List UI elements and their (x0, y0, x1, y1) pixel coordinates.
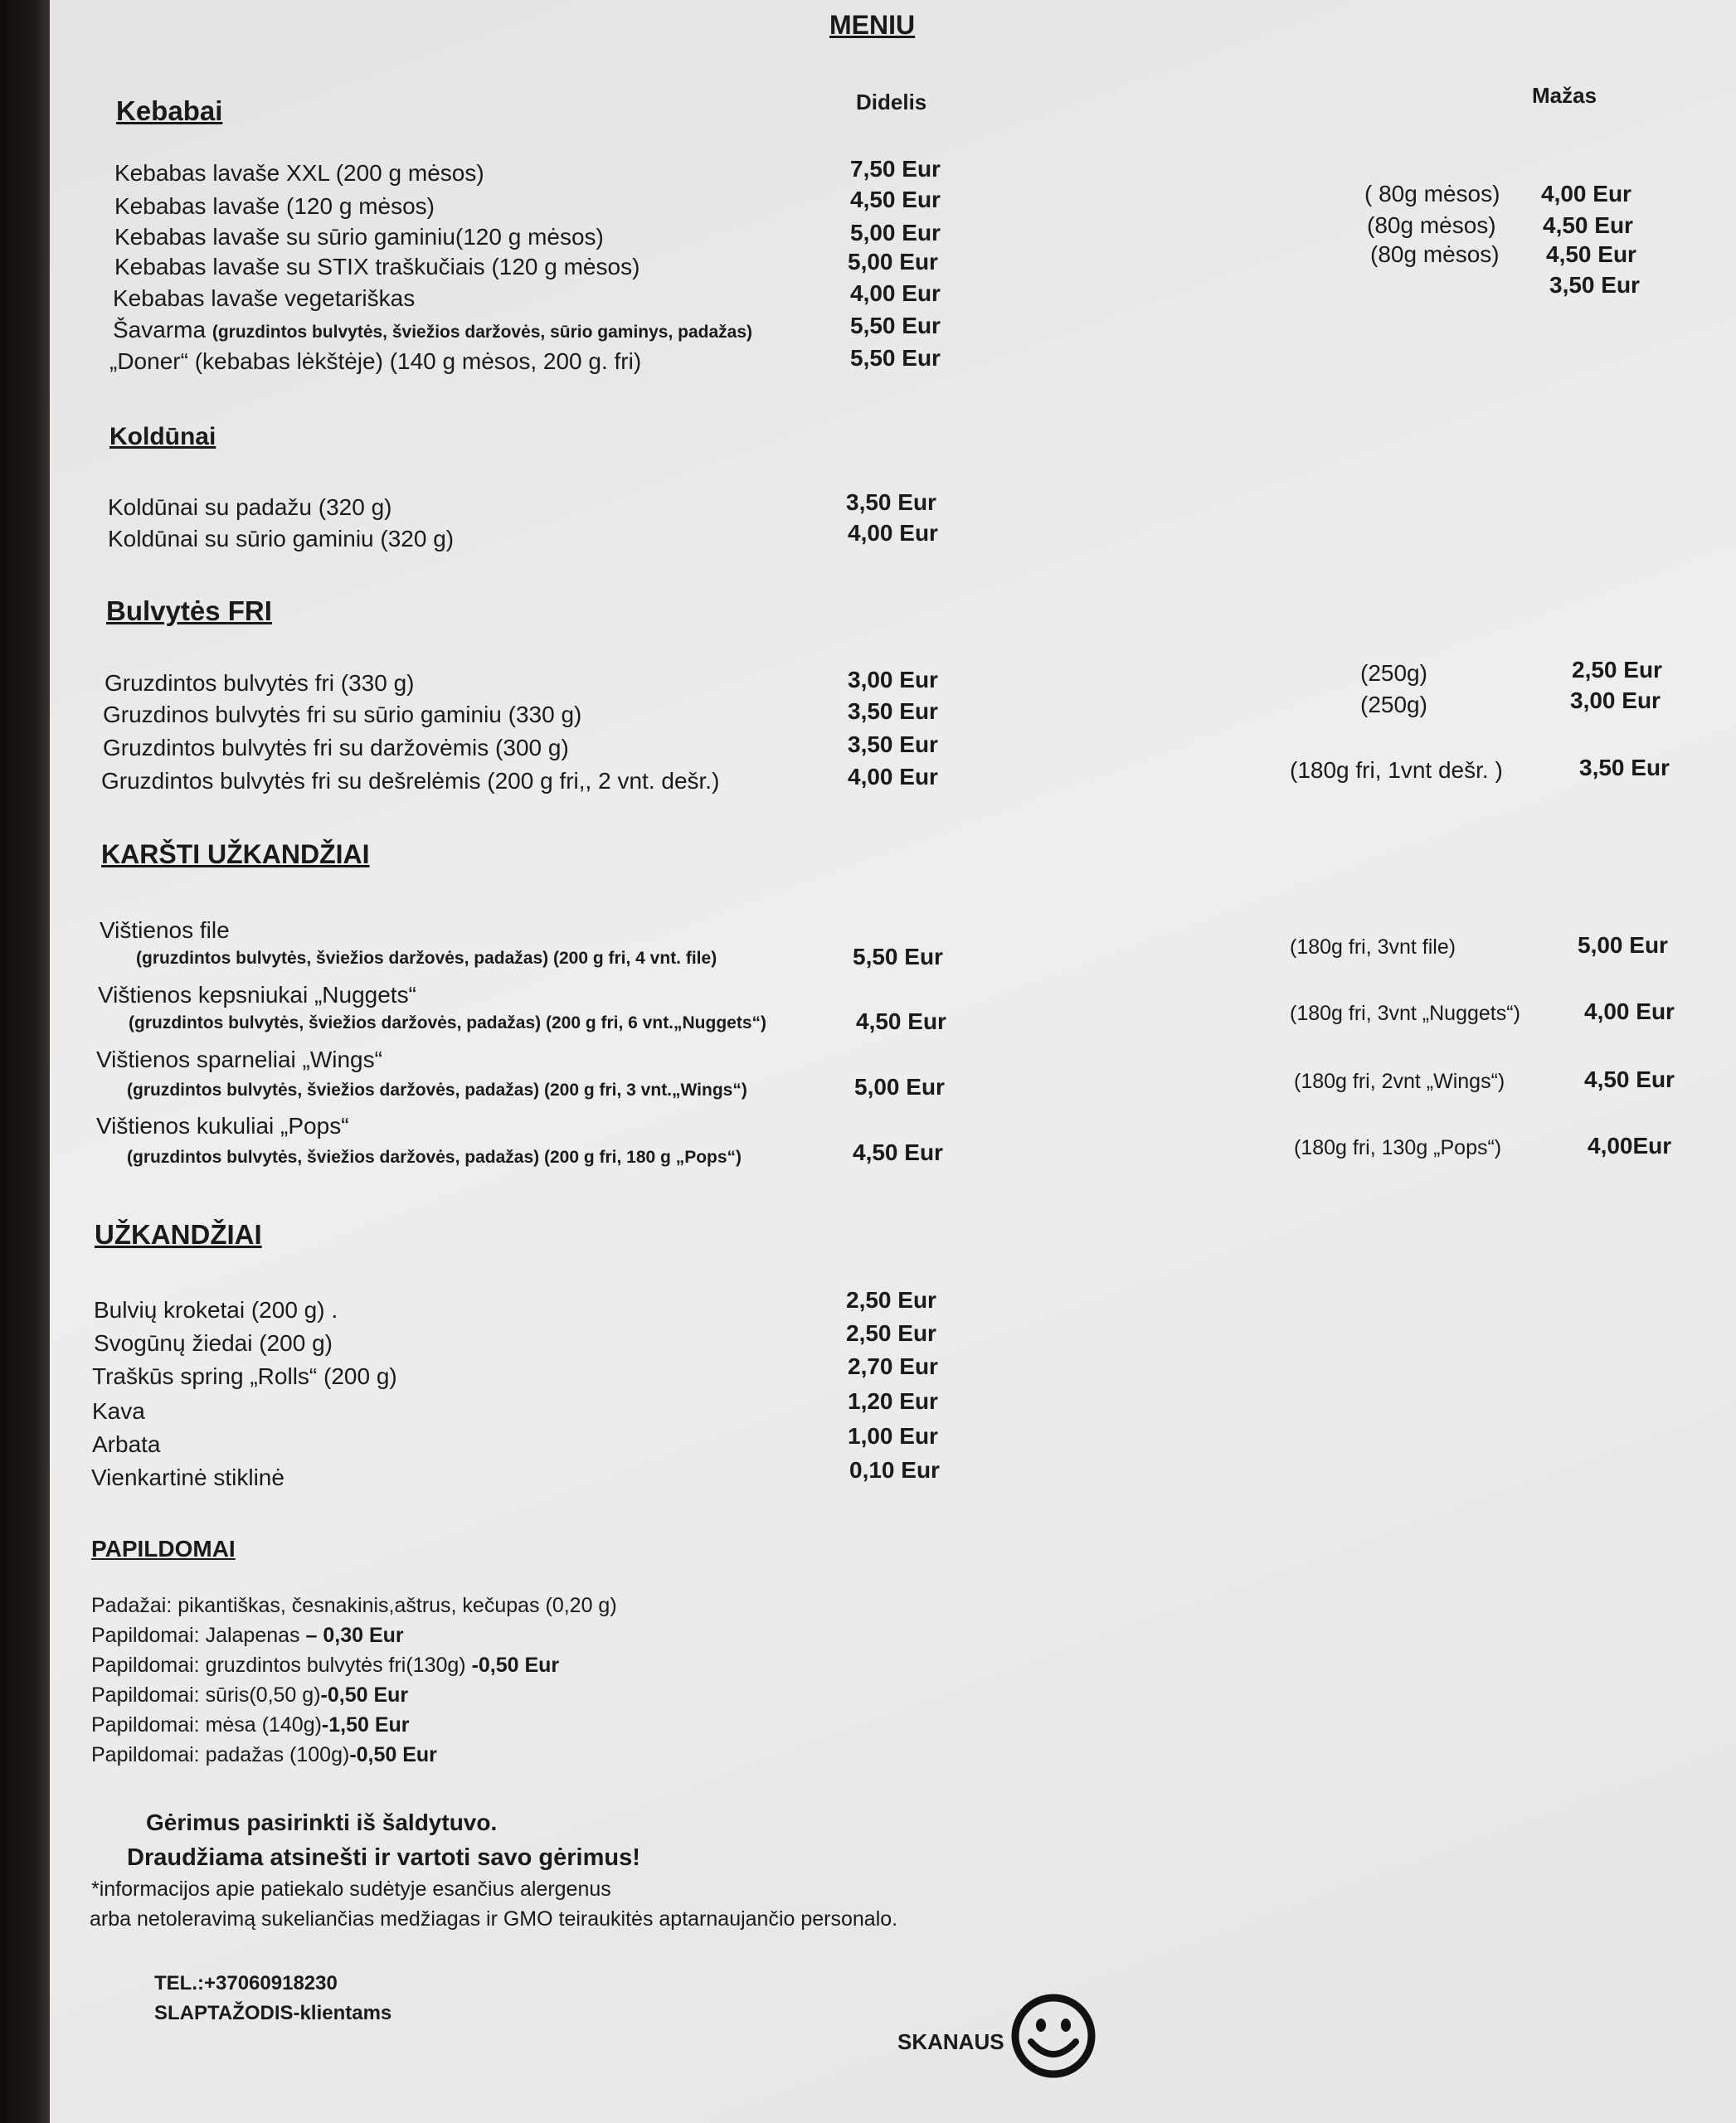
extra-text: Papildomai: Jalapenas (91, 1624, 306, 1647)
extra-text: Padažai: pikantiškas, česnakinis,aštrus, kečupas (0,20 g) (91, 1594, 617, 1617)
column-header-large: Didelis (856, 90, 927, 114)
price-small: 3,50 Eur (1549, 272, 1640, 298)
price-large: 4,50 Eur (853, 1139, 943, 1165)
wifi-password: SLAPTAŽODIS-klientams (154, 2002, 392, 2024)
price-large: 0,10 Eur (849, 1457, 940, 1483)
extra-line (91, 1713, 410, 1737)
menu-item-detail: (gruzdintos bulvytės, šviežios daržovės, sūrio gaminys, padažas) (212, 323, 753, 342)
small-portion-note: (250g) (1360, 660, 1427, 686)
menu-item-name (113, 317, 752, 343)
extra-line (91, 1624, 404, 1648)
allergen-note-line-2: arba netoleravimą sukeliančias medžiagas ir GMO teiraukitės aptarnaujančio personalo. (90, 1907, 898, 1931)
price-large: 4,00 Eur (848, 764, 938, 789)
extra-line (91, 1743, 437, 1767)
price-small: 3,50 Eur (1579, 755, 1670, 780)
price-small: 4,00 Eur (1541, 181, 1631, 206)
extra-text: Papildomai: mėsa (140g) (91, 1713, 322, 1737)
price-large: 4,00 Eur (848, 520, 938, 546)
price-small: 4,50 Eur (1584, 1066, 1675, 1092)
menu-item-name: Vienkartinė stiklinė (91, 1465, 284, 1490)
extra-line (91, 1594, 617, 1618)
price-large: 7,50 Eur (850, 156, 941, 182)
price-large: 4,50 Eur (850, 187, 941, 212)
menu-item-name: Gruzdinos bulvytės fri su sūrio gaminiu (330 g) (103, 702, 582, 727)
price-large: 5,00 Eur (848, 249, 938, 274)
menu-item-detail: (gruzdintos bulvytės, šviežios daržovės, padažas) (200 g fri, 3 vnt.„Wings“) (127, 1081, 747, 1100)
price-large: 5,50 Eur (850, 313, 941, 338)
price-small: 4,00Eur (1588, 1133, 1672, 1159)
price-large: 1,20 Eur (848, 1388, 938, 1414)
menu-item-name: Traškūs spring „Rolls“ (200 g) (92, 1363, 397, 1389)
menu-item-name: „Doner“ (kebabas lėkštėje) (140 g mėsos, 200 g. fri) (109, 348, 642, 374)
menu-item-name: Kebabas lavaše su sūrio gaminiu(120 g mėsos) (114, 224, 604, 250)
small-portion-note: (180g fri, 130g „Pops“) (1294, 1136, 1502, 1159)
price-large: 3,50 Eur (848, 731, 938, 757)
small-portion-note: (180g fri, 1vnt dešr. ) (1290, 757, 1503, 783)
section-heading-kebabai: Kebabai (116, 95, 223, 126)
price-small: 4,50 Eur (1546, 241, 1636, 267)
photo-dark-edge (0, 0, 50, 2123)
extra-text: Papildomai: padažas (100g) (91, 1743, 350, 1766)
menu-item-name: Gruzdintos bulvytės fri su dešrelėmis (200 g fri,, 2 vnt. dešr.) (101, 768, 720, 794)
menu-item-name: Koldūnai su sūrio gaminiu (320 g) (108, 526, 455, 551)
extra-line (91, 1683, 408, 1708)
menu-item-name: Kava (92, 1398, 145, 1424)
small-portion-note: (80g mėsos) (1370, 241, 1500, 267)
price-large: 5,50 Eur (850, 345, 941, 371)
menu-item-name: Kebabas lavaše XXL (200 g mėsos) (114, 160, 484, 186)
price-large: 3,50 Eur (846, 489, 936, 515)
menu-item-detail: (gruzdintos bulvytės, šviežios daržovės, padažas) (200 g fri, 180 g „Pops“) (127, 1148, 742, 1167)
section-heading-karsti: KARŠTI UŽKANDŽIAI (101, 839, 370, 869)
price-large: 2,50 Eur (846, 1287, 936, 1313)
price-large: 5,00 Eur (854, 1074, 945, 1100)
extra-price: -0,50 Eur (349, 1743, 437, 1766)
section-heading-koldunai: Koldūnai (109, 423, 216, 450)
phone-number: TEL.:+37060918230 (154, 1972, 338, 1994)
allergen-note-line-1: *informacijos apie patiekalo sudėtyje esančius alergenus (91, 1878, 611, 1901)
menu-item-title: Šavarma (113, 317, 207, 342)
smiley-icon (1008, 1990, 1099, 2082)
price-large: 3,00 Eur (848, 667, 938, 692)
menu-item-name: Vištienos kepsniukai „Nuggets“ (98, 982, 416, 1008)
price-small: 5,00 Eur (1578, 932, 1668, 958)
extra-price: -0,50 Eur (471, 1654, 560, 1677)
menu-item-name: Kebabas lavaše vegetariškas (113, 285, 416, 311)
price-large: 5,00 Eur (850, 220, 941, 245)
menu-title: MENIU (829, 10, 916, 40)
section-heading-uzkandziai: UŽKANDŽIAI (95, 1219, 262, 1250)
extra-text: Papildomai: gruzdintos bulvytės fri(130g) (91, 1654, 472, 1677)
menu-item-name: Bulvių kroketai (200 g) . (94, 1297, 338, 1323)
price-small: 3,00 Eur (1570, 687, 1661, 713)
price-large: 3,50 Eur (848, 698, 938, 724)
extra-price: -0,50 Eur (320, 1683, 409, 1707)
menu-item-detail: (gruzdintos bulvytės, šviežios daržovės, padažas) (200 g fri, 6 vnt.„Nuggets“) (129, 1013, 767, 1032)
section-heading-papildomai: PAPILDOMAI (91, 1536, 236, 1562)
no-own-drinks-note: Draudžiama atsinešti ir vartoti savo gėrimus! (127, 1844, 640, 1871)
drinks-note: Gėrimus pasirinkti iš šaldytuvo. (146, 1810, 498, 1835)
price-small: 2,50 Eur (1572, 657, 1662, 683)
menu-item-name: Vištienos file (100, 917, 230, 943)
menu-item-name: Svogūnų žiedai (200 g) (94, 1330, 333, 1356)
price-large: 4,50 Eur (856, 1008, 946, 1034)
small-portion-note: (180g fri, 3vnt „Nuggets“) (1290, 1002, 1520, 1025)
price-small: 4,50 Eur (1543, 212, 1633, 238)
price-large: 5,50 Eur (853, 944, 943, 969)
small-portion-note: (250g) (1360, 692, 1427, 717)
menu-item-name: Kebabas lavaše su STIX traškučiais (120 g mėsos) (114, 254, 640, 279)
extra-line (91, 1654, 559, 1678)
extra-price: -1,50 Eur (321, 1713, 410, 1737)
price-large: 1,00 Eur (848, 1423, 938, 1449)
menu-item-name: Gruzdintos bulvytės fri (330 g) (105, 670, 415, 696)
small-portion-note: (180g fri, 3vnt file) (1290, 935, 1456, 959)
small-portion-note: ( 80g mėsos) (1364, 181, 1500, 206)
column-header-small: Mažas (1532, 83, 1597, 108)
menu-item-name: Kebabas lavaše (120 g mėsos) (114, 193, 435, 219)
menu-item-detail: (gruzdintos bulvytės, šviežios daržovės, padažas) (200 g fri, 4 vnt. file) (136, 949, 717, 968)
extra-price: – 0,30 Eur (305, 1624, 404, 1647)
price-small: 4,00 Eur (1584, 998, 1675, 1024)
menu-item-name: Vištienos sparneliai „Wings“ (96, 1047, 382, 1072)
skanaus-text: SKANAUS (897, 2029, 1004, 2054)
small-portion-note: (180g fri, 2vnt „Wings“) (1294, 1070, 1505, 1093)
small-portion-note: (80g mėsos) (1367, 212, 1496, 238)
price-large: 2,70 Eur (848, 1353, 938, 1379)
menu-item-name: Arbata (92, 1431, 161, 1457)
extra-text: Papildomai: sūris(0,50 g) (91, 1683, 321, 1707)
price-large: 4,00 Eur (850, 280, 941, 306)
menu-item-name: Vištienos kukuliai „Pops“ (96, 1113, 349, 1139)
menu-item-name: Gruzdintos bulvytės fri su daržovėmis (300 g) (103, 735, 569, 760)
price-large: 2,50 Eur (846, 1320, 936, 1346)
section-heading-bulvytes: Bulvytės FRI (106, 595, 272, 626)
menu-item-name: Koldūnai su padažu (320 g) (108, 494, 392, 520)
